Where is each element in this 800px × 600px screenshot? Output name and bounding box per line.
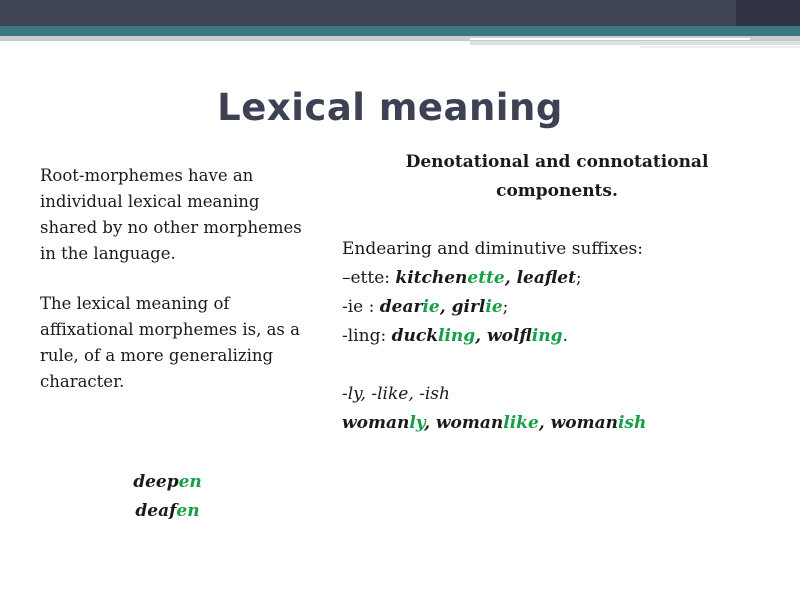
word-suffix: like [503,413,539,433]
slide-title: Lexical meaning [217,86,563,129]
word-suffix: ling [437,326,476,346]
word-stem: kitchen [395,268,468,288]
suffix-line-ly-like-ish: -ly, -like, -ish [342,384,450,404]
root-morpheme-paragraph: Root-morphemes have an individual lexical meaning shared by no other morphemes in the language. [40,166,302,263]
word-suffix: ly [409,413,425,433]
header-thin-line [640,46,800,48]
right-column [342,148,782,438]
word-stem: woman [435,413,504,433]
word-suffix: ie [485,297,503,317]
separator: , [538,413,551,433]
header-band-dark-corner [736,0,800,26]
suffix-line-ette [342,264,782,293]
separator: , [439,297,452,317]
example-word [40,468,295,497]
word-stem: deep [133,472,179,492]
word-stem: woman [550,413,618,433]
left-column [40,163,315,395]
word-suffix: let [557,268,576,288]
suffix-line-ling [342,322,782,351]
separator: . [562,326,568,346]
suffix-label: –ette: [342,268,396,288]
separator: , [475,326,487,346]
suffix-label: -ie : [342,297,380,317]
right-heading: Denotational and connotational components. [405,152,709,201]
header-band-dark [0,0,800,26]
word-suffix: ling [531,326,563,346]
word-suffix: ette [467,268,505,288]
word-suffix: ish [617,413,647,433]
example-word [40,497,295,526]
word-stem: leaf [516,268,558,288]
word-stem: duck [391,326,438,346]
separator: ; [502,297,509,317]
suffix-line-ie [342,293,782,322]
suffix-intro: Endearing and diminutive suffixes: [342,239,644,259]
example-words [40,468,295,526]
header-band-light [470,41,800,45]
separator: , [504,268,517,288]
separator: ; [575,268,582,288]
word-stem: wolf [487,326,532,346]
word-suffix: en [178,472,202,492]
word-stem: woman [342,413,410,433]
word-suffix: en [176,501,200,521]
word-suffix: ie [422,297,440,317]
header-accent-line [470,38,750,40]
word-stem: deaf [135,501,177,521]
word-stem: dear [379,297,423,317]
word-stem: girl [451,297,486,317]
suffix-label: -ling: [342,326,392,346]
suffix-examples-woman [342,409,782,438]
affix-morpheme-paragraph: The lexical meaning of affixational morphemes is, as a rule, of a more generalizing character. [40,294,300,391]
header-band-teal [0,26,800,36]
separator: , [424,413,436,433]
